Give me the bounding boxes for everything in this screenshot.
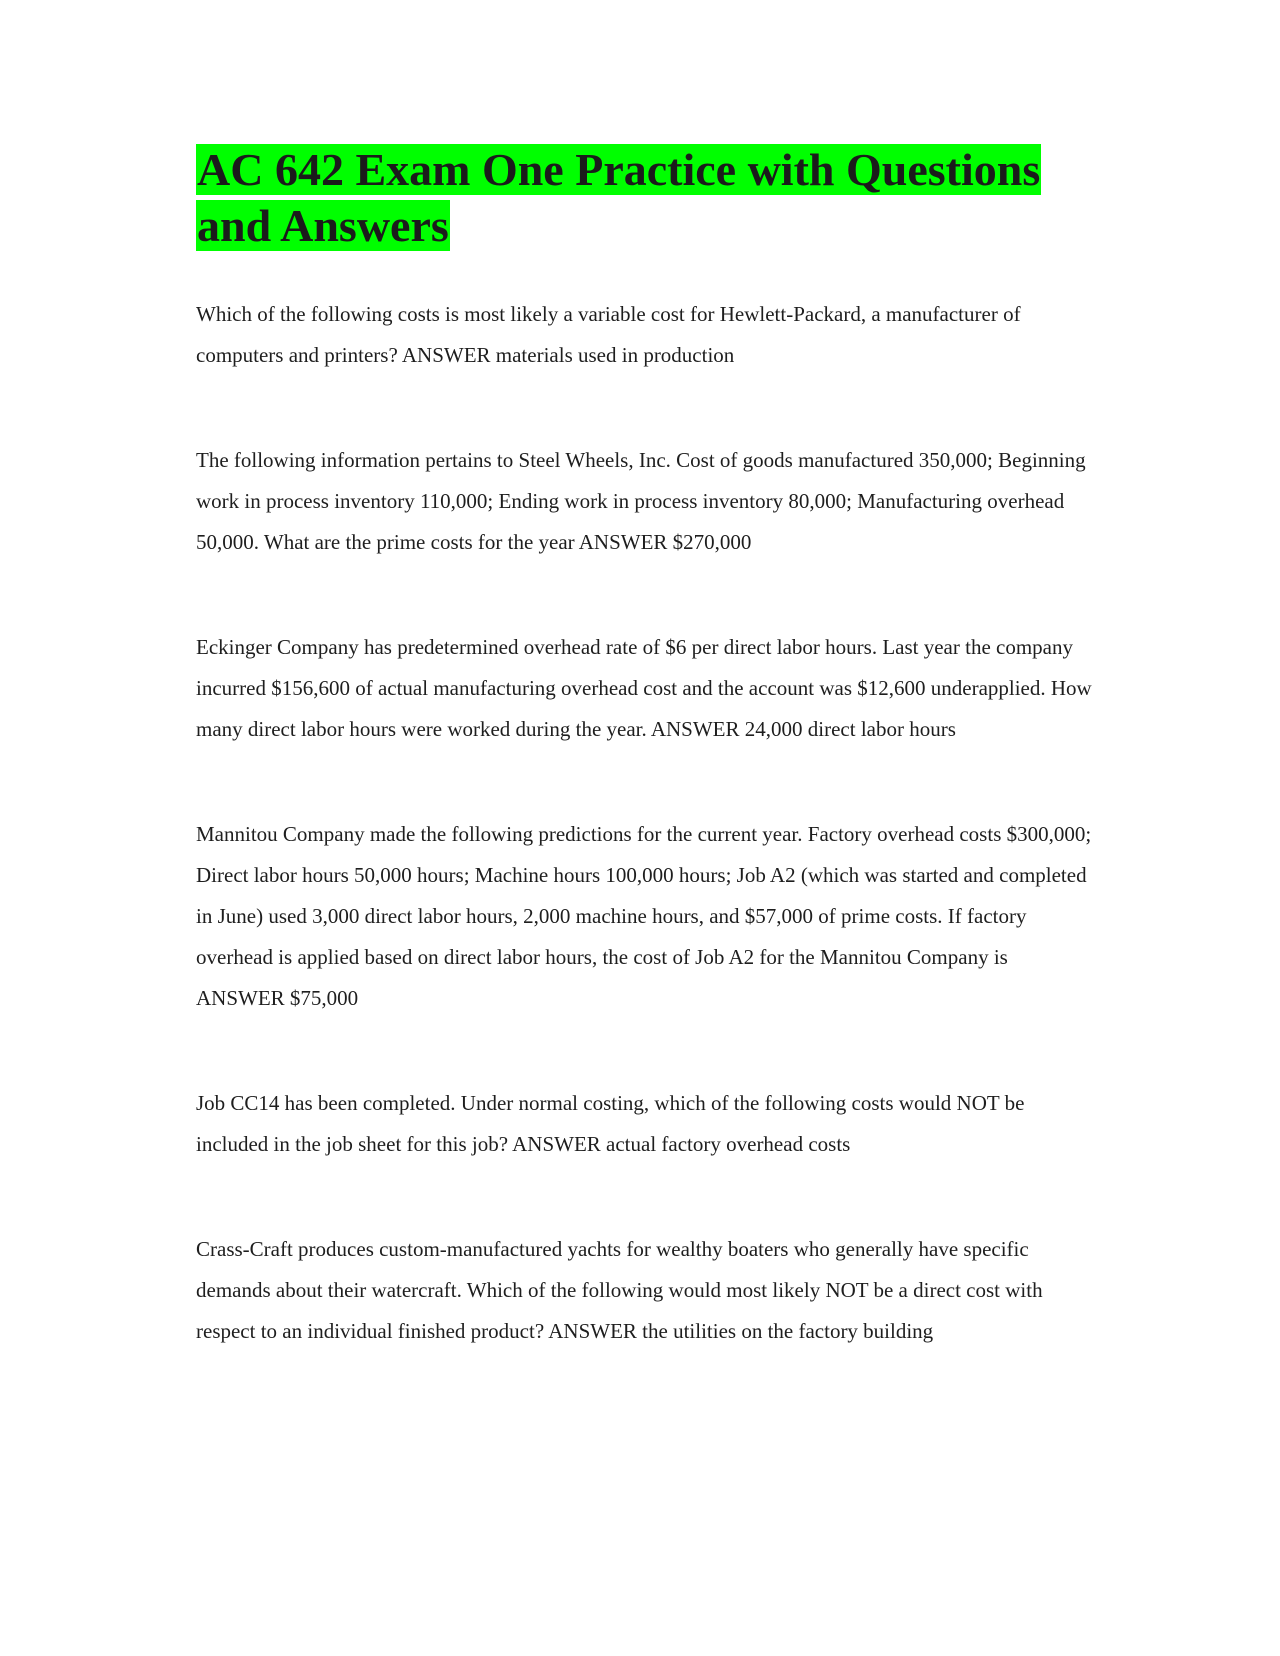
document-title <box>196 142 1096 254</box>
qa-list <box>196 294 1096 1352</box>
qa-item-6: Crass-Craft produces custom-manufactured yachts for wealthy boaters who generally have specific demands about their watercraft. Which of the following would most likely NOT be a direct cost with respect to an individual finished product? ANSWER the utilities on the factory building <box>196 1237 1043 1343</box>
qa-item-2: The following information pertains to Steel Wheels, Inc. Cost of goods manufactured 350,000; Beginning work in process inventory 110,000; Ending work in process inventory 80,000; Manufacturing overhead 50,000. What are the prime costs for the year ANSWER $270,000 <box>196 448 1086 554</box>
qa-item-3: Eckinger Company has predetermined overhead rate of $6 per direct labor hours. Last year the company incurred $156,600 of actual manufacturing overhead cost and the account was $12,600 underapplied. How many direct labor hours were worked during the year. ANSWER 24,000 direct labor hours <box>196 635 1092 741</box>
qa-item-4: Mannitou Company made the following predictions for the current year. Factory overhead costs $300,000; Direct labor hours 50,000 hours; Machine hours 100,000 hours; Job A2 (which was started and completed in June) used 3,000 direct labor hours, 2,000 machine hours, and $57,000 of prime costs. If factory overhead is applied based on direct labor hours, the cost of Job A2 for the Mannitou Company is ANSWER $75,000 <box>196 822 1092 1010</box>
document-page <box>196 142 1096 1416</box>
qa-item-1: Which of the following costs is most likely a variable cost for Hewlett-Packard, a manufacturer of computers and printers? ANSWER materials used in production <box>196 302 1021 367</box>
title-highlight: AC 642 Exam One Practice with Questions and Answers <box>197 144 1041 251</box>
qa-item-5: Job CC14 has been completed. Under normal costing, which of the following costs would NOT be included in the job sheet for this job? ANSWER actual factory overhead costs <box>196 1091 1025 1156</box>
